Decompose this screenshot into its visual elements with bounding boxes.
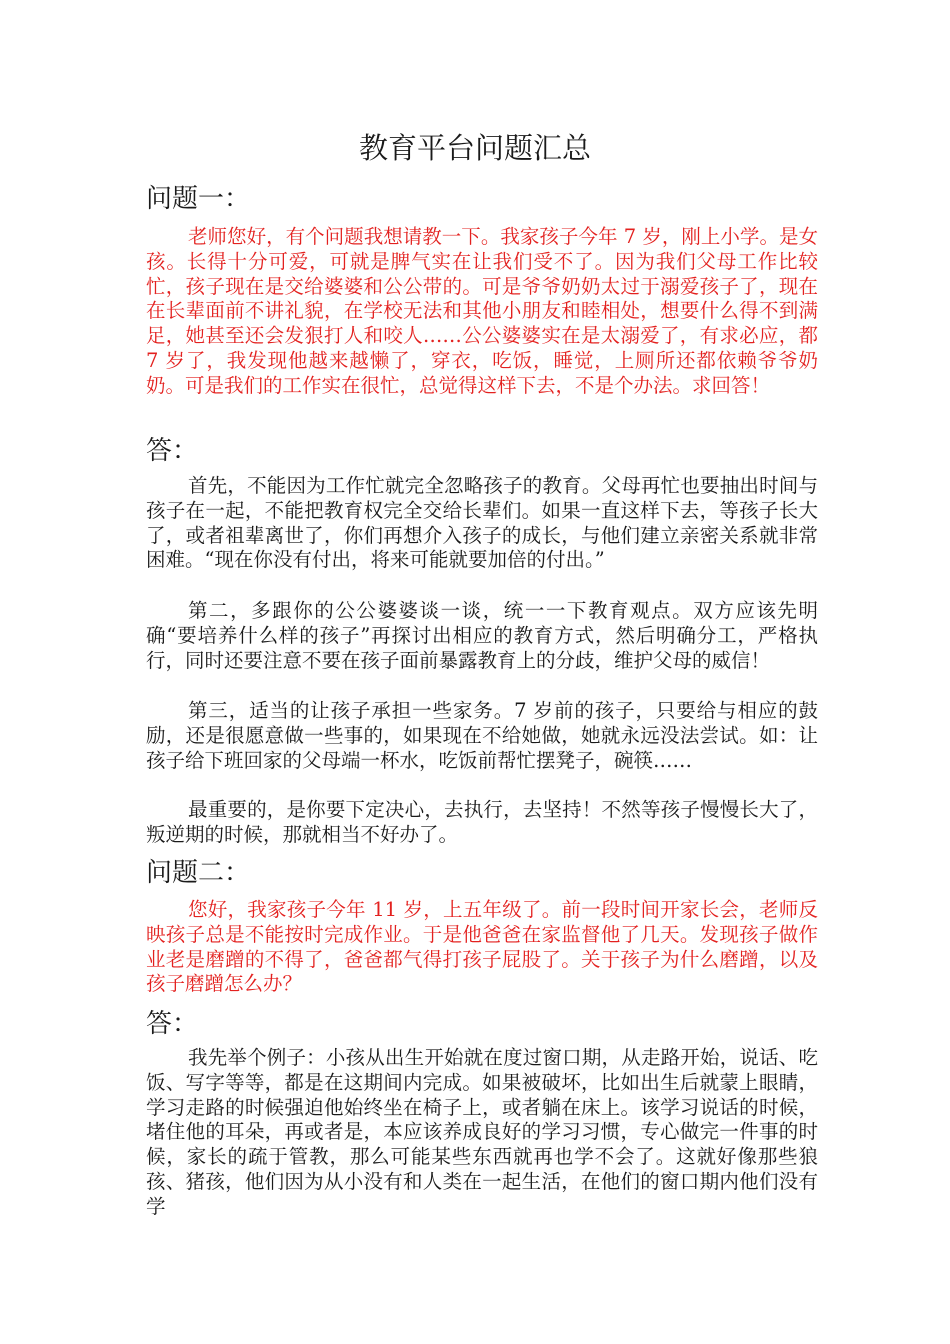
question-2-text: 您好，我家孩子今年 11 岁，上五年级了。前一段时间开家长会，老师反映孩子总是不能按时完成作业。于是他爸爸在家监督他了几天。发现孩子做作业老是磨蹭的不得了，爸爸都气得打孩子屁股了。关于孩子为什么磨蹭，以及孩子磨蹭怎么办？ [146, 898, 818, 996]
question-1-text: 老师您好，有个问题我想请教一下。我家孩子今年 7 岁，刚上小学。是女孩。长得十分可爱，可就是脾气实在让我们受不了。因为我们父母工作比较忙，孩子现在是交给婆婆和公公带的。可是爷爷奶奶太过于溺爱孩子了，现在在长辈面前不讲礼貌，在学校无法和其他小朋友和睦相处，想要什么得不到满足，她甚至还会发狠打人和咬人……公公婆婆实在是太溺爱了，有求必应，都 7 岁了，我发现他越来越懒了，穿衣，吃饭，睡觉，上厕所还都依赖爷爷奶奶。可是我们的工作实在很忙，总觉得这样下去，不是个办法。求回答！ [146, 225, 818, 397]
answer-1-paragraph-3: 第三，适当的让孩子承担一些家务。7 岁前的孩子，只要给与相应的鼓励，还是很愿意做一些事的，如果现在不给她做，她就永远没法尝试。如：让孩子给下班回家的父母端一杯水，吃饭前帮忙摆凳子，碗筷…… [146, 699, 818, 772]
answer-1-paragraph-2: 第二，多跟你的公公婆婆谈一谈，统一一下教育观点。双方应该先明确“要培养什么样的孩子”再探讨出相应的教育方式，然后明确分工，严格执行，同时还要注意不要在孩子面前暴露教育上的分歧，维护父母的威信！ [146, 599, 818, 672]
answer-2-heading: 答： [146, 1009, 199, 1039]
answer-2-paragraph-1: 我先举个例子：小孩从出生开始就在度过窗口期，从走路开始，说话、吃饭、写字等等，都是在这期间内完成。如果被破坏，比如出生后就蒙上眼睛，学习走路的时候强迫他始终坐在椅子上，或者躺在床上。该学习说话的时候，堵住他的耳朵，再或者是，本应该养成良好的学习习惯，专心做完一件事的时候，家长的疏于管教，那么可能某些东西就再也学不会了。这就好像那些狼孩、猪孩，他们因为从小没有和人类在一起生活，在他们的窗口期内他们没有学 [146, 1046, 818, 1218]
answer-1-paragraph-4: 最重要的，是你要下定决心，去执行，去坚持！不然等孩子慢慢长大了，叛逆期的时候，那就相当不好办了。 [146, 798, 818, 846]
document-title: 教育平台问题汇总 [358, 131, 591, 165]
answer-1-heading: 答： [146, 436, 199, 466]
question-1-heading: 问题一： [146, 184, 251, 214]
question-2-heading: 问题二： [146, 858, 251, 888]
answer-1-paragraph-1: 首先，不能因为工作忙就完全忽略孩子的教育。父母再忙也要抽出时间与孩子在一起，不能把教育权完全交给长辈们。如果一直这样下去，等孩子长大了，或者祖辈离世了，你们再想介入孩子的成长，与他们建立亲密关系就非常困难。“现在你没有付出，将来可能就要加倍的付出。” [146, 474, 818, 572]
